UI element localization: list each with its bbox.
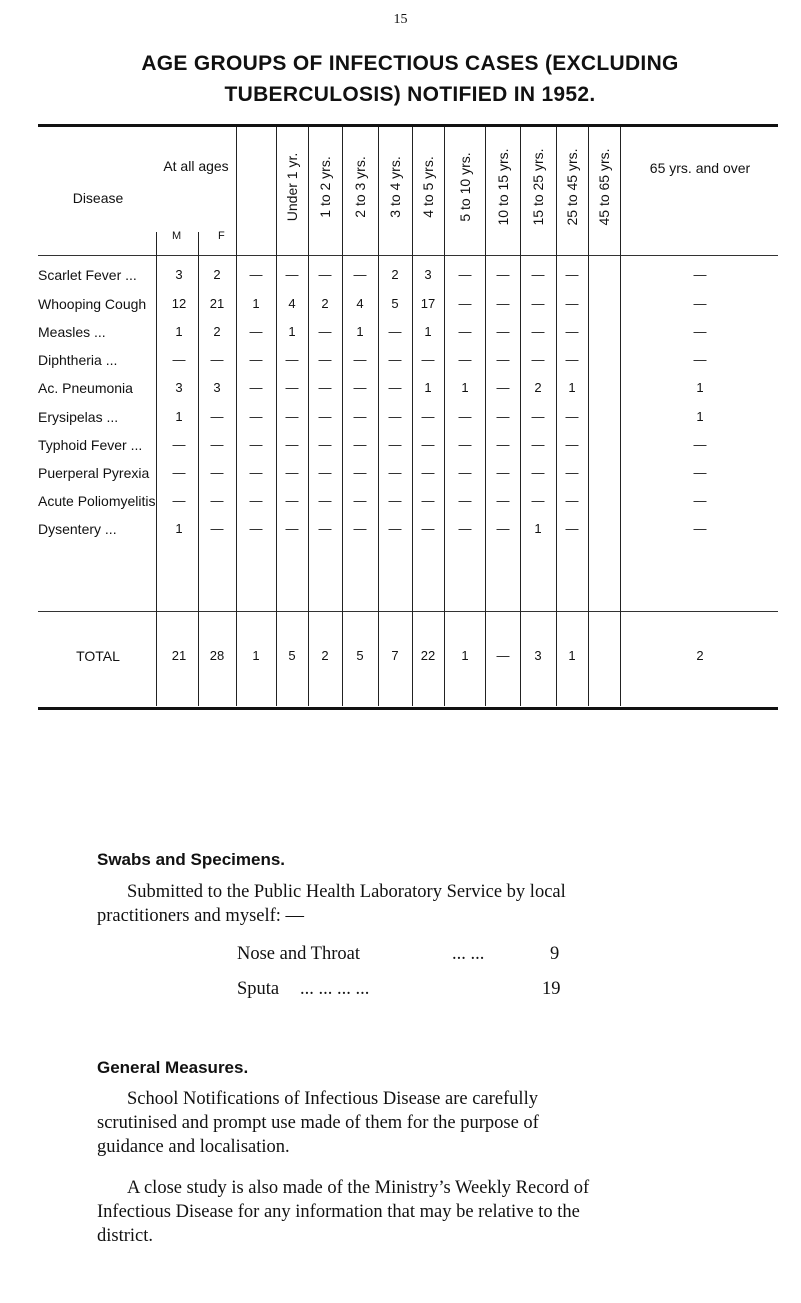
swabs-text-line-2: practitioners and myself: — — [97, 906, 305, 926]
table-cell: — — [285, 521, 299, 536]
table-cell: — — [172, 352, 186, 367]
disease-name: Puerperal Pyrexia — [38, 465, 150, 481]
disease-name: Ac. Pneumonia — [38, 380, 133, 396]
total-table-row — [38, 644, 778, 672]
table-cell: — — [565, 493, 579, 508]
table-cell: 1 — [424, 380, 432, 395]
age-group-header — [485, 128, 520, 246]
disease-name: Whooping Cough — [38, 296, 147, 312]
age-group-header — [588, 128, 620, 246]
table-cell: — — [249, 521, 263, 536]
age-group-header — [342, 128, 378, 246]
table-cell: — — [421, 465, 435, 480]
table-cell: 1 — [252, 296, 260, 311]
table-cell: — — [285, 493, 299, 508]
table-cell: — — [318, 409, 332, 424]
age-group-header — [412, 128, 444, 246]
table-cell: — — [531, 267, 545, 282]
general-heading: General Measures. — [97, 1058, 249, 1077]
table-cell: — — [496, 324, 510, 339]
table-cell: — — [353, 380, 367, 395]
table-cell: 3 — [213, 380, 221, 395]
table-cell: — — [421, 409, 435, 424]
table-cell: — — [565, 465, 579, 480]
table-cell: 5 — [391, 296, 399, 311]
table-cell: 5 — [288, 648, 296, 663]
table-cell: — — [388, 521, 402, 536]
table-cell: — — [458, 296, 472, 311]
total-label: TOTAL — [76, 648, 120, 664]
table-cell: — — [249, 324, 263, 339]
table-cell: — — [353, 437, 367, 452]
table-cell: 2 — [213, 324, 221, 339]
table-cell: — — [285, 437, 299, 452]
table-cell: 1 — [424, 324, 432, 339]
table-cell: — — [353, 352, 367, 367]
header-disease: Disease — [72, 190, 124, 206]
table-cell: 21 — [209, 296, 225, 311]
table-top-rule — [38, 124, 778, 127]
table-cell: — — [285, 465, 299, 480]
table-cell: — — [496, 648, 510, 663]
table-cell: — — [388, 380, 402, 395]
table-cell: 22 — [420, 648, 436, 663]
table-cell: — — [421, 352, 435, 367]
table-cell: — — [565, 437, 579, 452]
table-cell: — — [388, 493, 402, 508]
header-bottom-rule — [38, 255, 778, 256]
table-cell: 1 — [175, 521, 183, 536]
table-cell: — — [172, 465, 186, 480]
header-65-and-over: 65 yrs. and over — [649, 160, 751, 176]
table-row — [38, 489, 778, 517]
table-cell: — — [531, 352, 545, 367]
table-cell: — — [693, 324, 707, 339]
table-cell: — — [421, 437, 435, 452]
table-cell: 1 — [356, 324, 364, 339]
table-cell: 3 — [534, 648, 542, 663]
table-cell: — — [388, 409, 402, 424]
table-cell: 17 — [420, 296, 436, 311]
table-cell: — — [496, 521, 510, 536]
general-para2-line-2: Infectious Disease for any information that may be relative to the — [97, 1202, 580, 1222]
age-group-header — [444, 128, 485, 246]
age-group-header — [308, 128, 342, 246]
page-number: 15 — [393, 12, 408, 27]
table-cell: — — [496, 493, 510, 508]
table-cell: — — [172, 493, 186, 508]
table-cell: — — [318, 465, 332, 480]
table-cell: — — [693, 267, 707, 282]
general-para1-line-1: School Notifications of Infectious Disease are carefully — [127, 1089, 538, 1109]
table-cell: — — [496, 465, 510, 480]
table-cell: 2 — [321, 296, 329, 311]
age-group-label: Under 1 yr. — [284, 152, 300, 222]
table-cell: — — [458, 521, 472, 536]
table-cell: — — [285, 380, 299, 395]
table-cell: — — [388, 465, 402, 480]
age-group-label: 25 to 45 yrs. — [564, 148, 580, 226]
table-cell: — — [565, 267, 579, 282]
swabs-text-line-1: Submitted to the Public Health Laboratory Service by local — [127, 882, 566, 902]
table-cell: — — [318, 437, 332, 452]
swabs-heading: Swabs and Specimens. — [97, 850, 286, 869]
table-cell: — — [210, 352, 224, 367]
disease-name: Dysentery ... — [38, 521, 117, 537]
table-cell: — — [531, 465, 545, 480]
table-cell: 2 — [391, 267, 399, 282]
disease-name: Typhoid Fever ... — [38, 437, 143, 453]
table-cell: 1 — [461, 648, 469, 663]
swabs-text — [97, 880, 747, 928]
table-cell: 2 — [321, 648, 329, 663]
table-cell: — — [210, 409, 224, 424]
general-para2-line-3: district. — [97, 1226, 154, 1246]
table-cell: — — [531, 409, 545, 424]
table-cell: — — [318, 324, 332, 339]
disease-name: Measles ... — [38, 324, 106, 340]
table-cell: — — [249, 352, 263, 367]
general-para1-line-2: scrutinised and prompt use made of them for the purpose of — [97, 1113, 539, 1133]
table-cell: 12 — [171, 296, 187, 311]
age-group-label: 3 to 4 yrs. — [387, 156, 403, 218]
table-cell: 2 — [213, 267, 221, 282]
table-cell: — — [458, 324, 472, 339]
table-cell: 7 — [391, 648, 399, 663]
table-cell: 1 — [175, 324, 183, 339]
table-cell: — — [249, 409, 263, 424]
table-cell: — — [318, 380, 332, 395]
table-cell: — — [388, 352, 402, 367]
table-cell: 28 — [209, 648, 225, 663]
age-group-header — [520, 128, 556, 246]
table-cell: — — [285, 409, 299, 424]
table-cell: — — [210, 437, 224, 452]
table-row — [38, 433, 778, 461]
table-cell: — — [693, 521, 707, 536]
table-cell: — — [565, 324, 579, 339]
table-cell: — — [421, 493, 435, 508]
table-cell: 4 — [356, 296, 364, 311]
table-cell: — — [458, 465, 472, 480]
age-group-label: 10 to 15 yrs. — [494, 148, 511, 226]
table-cell: 1 — [252, 648, 260, 663]
table-cell: — — [249, 437, 263, 452]
table-cell: 1 — [175, 409, 183, 424]
swab-item-value: 19 — [542, 979, 561, 999]
age-group-header — [378, 128, 412, 246]
title-line-2: TUBERCULOSIS) NOTIFIED IN 1952. — [224, 83, 596, 106]
table-cell: — — [353, 465, 367, 480]
table-cell: — — [531, 437, 545, 452]
table-cell: — — [210, 493, 224, 508]
general-paragraph-2 — [97, 1176, 747, 1248]
table-cell: — — [565, 409, 579, 424]
table-cell: — — [531, 296, 545, 311]
header-male: M — [172, 230, 182, 242]
swab-item-value: 9 — [550, 944, 560, 964]
table-cell: — — [353, 409, 367, 424]
table-cell: — — [458, 493, 472, 508]
table-cell: — — [249, 493, 263, 508]
table-cell: — — [249, 380, 263, 395]
table-cell: 21 — [171, 648, 187, 663]
table-cell: 1 — [534, 521, 542, 536]
table-cell: — — [458, 267, 472, 282]
disease-name: Acute Poliomyelitis — [38, 493, 156, 509]
general-para1-line-3: guidance and localisation. — [97, 1137, 290, 1157]
table-cell: — — [318, 521, 332, 536]
table-cell: 1 — [461, 380, 469, 395]
table-bottom-rule — [38, 707, 778, 710]
header-at-all-ages: At all ages — [163, 158, 229, 174]
table-row — [38, 320, 778, 348]
table-cell: — — [388, 324, 402, 339]
age-group-label: 2 to 3 yrs. — [352, 156, 368, 218]
swab-item-dots: ... ... — [452, 944, 485, 964]
table-row — [38, 263, 778, 291]
table-cell: — — [458, 409, 472, 424]
table-cell: 1 — [696, 380, 704, 395]
table-cell: 3 — [175, 380, 183, 395]
table-cell: — — [531, 324, 545, 339]
table-cell: — — [318, 267, 332, 282]
title-line-1: AGE GROUPS OF INFECTIOUS CASES (EXCLUDING — [141, 52, 679, 75]
header-female: F — [218, 230, 225, 242]
general-para2-line-1: A close study is also made of the Ministry’s Weekly Record of — [127, 1178, 590, 1198]
table-cell: 2 — [534, 380, 542, 395]
table-cell: — — [693, 352, 707, 367]
table-cell: 5 — [356, 648, 364, 663]
disease-name: Scarlet Fever ... — [38, 267, 137, 283]
table-cell: — — [353, 493, 367, 508]
age-group-label: 15 to 25 yrs. — [530, 148, 546, 226]
age-group-label: 4 to 5 yrs. — [420, 156, 436, 218]
age-group-label: 1 to 2 yrs. — [317, 156, 333, 218]
table-cell: 3 — [175, 267, 183, 282]
table-cell: — — [285, 352, 299, 367]
table-cell: — — [210, 521, 224, 536]
table-cell: — — [565, 521, 579, 536]
total-top-rule — [38, 611, 778, 612]
age-group-label: 5 to 10 yrs. — [456, 152, 473, 222]
table-cell: 4 — [288, 296, 296, 311]
table-cell: — — [458, 352, 472, 367]
table-cell: — — [693, 465, 707, 480]
table-cell: 2 — [696, 648, 704, 663]
table-cell: 3 — [424, 267, 432, 282]
table-cell: 1 — [696, 409, 704, 424]
disease-name: Diphtheria ... — [38, 352, 118, 368]
swab-item-label: Sputa — [237, 979, 280, 999]
table-cell: — — [693, 296, 707, 311]
table-cell: — — [693, 493, 707, 508]
table-cell: — — [388, 437, 402, 452]
table-cell: 1 — [568, 648, 576, 663]
table-cell: — — [693, 437, 707, 452]
table-cell: — — [210, 465, 224, 480]
table-cell: — — [353, 267, 367, 282]
table-cell: 1 — [568, 380, 576, 395]
table-cell: — — [249, 465, 263, 480]
table-cell: — — [496, 437, 510, 452]
table-cell: — — [496, 267, 510, 282]
table-cell: — — [172, 437, 186, 452]
table-cell: — — [496, 296, 510, 311]
swab-item-label: Nose and Throat — [237, 944, 360, 964]
table-cell: — — [421, 521, 435, 536]
age-group-header — [556, 128, 588, 246]
age-group-label: 45 to 65 yrs. — [596, 148, 612, 226]
table-row — [38, 405, 778, 433]
table-cell: — — [285, 267, 299, 282]
table-row — [38, 517, 778, 545]
table-cell: — — [318, 352, 332, 367]
table-cell: — — [496, 380, 510, 395]
disease-name: Erysipelas ... — [38, 409, 119, 425]
table-cell: — — [249, 267, 263, 282]
table-cell: — — [318, 493, 332, 508]
table-cell: — — [565, 296, 579, 311]
swab-item-dots: ... ... ... ... — [300, 979, 370, 999]
table-row — [38, 348, 778, 376]
table-row — [38, 461, 778, 489]
table-cell: — — [531, 493, 545, 508]
age-group-header — [276, 128, 308, 246]
table-cell: — — [458, 437, 472, 452]
table-row — [38, 292, 778, 320]
page-title — [60, 48, 760, 110]
table-cell: 1 — [288, 324, 296, 339]
general-paragraph-1 — [97, 1087, 747, 1159]
table-cell: — — [353, 521, 367, 536]
table-cell: — — [496, 409, 510, 424]
table-cell: — — [496, 352, 510, 367]
table-row — [38, 376, 778, 404]
table-cell: — — [565, 352, 579, 367]
